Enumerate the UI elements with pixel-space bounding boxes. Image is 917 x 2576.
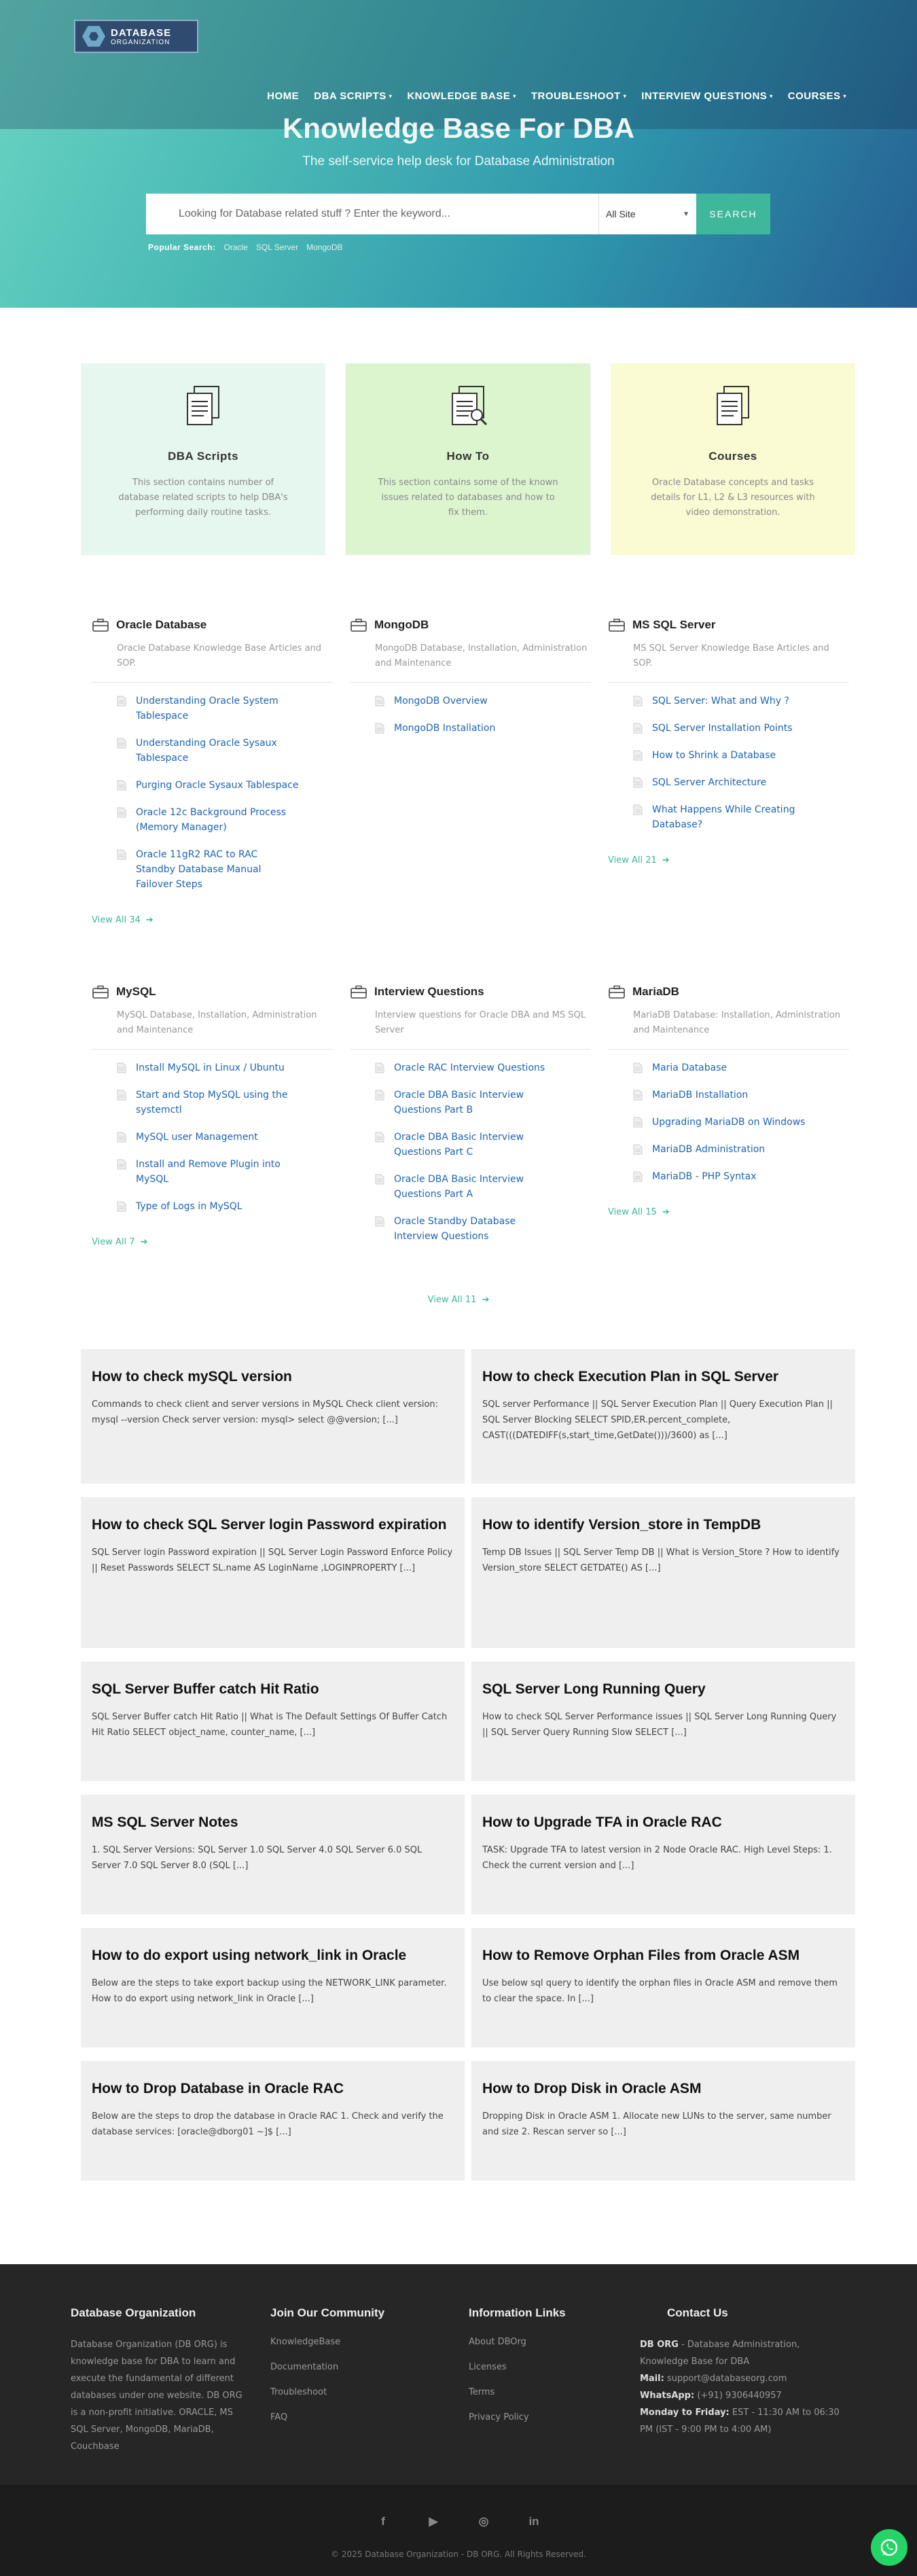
social-links: [0, 2514, 917, 2530]
footer-link[interactable]: FAQ: [270, 2412, 288, 2422]
article-excerpt: Temp DB Issues || SQL Server Temp DB || What is Version_Store ? How to identify Version_store SELECT GETDATE() AS [...]: [482, 1548, 840, 1573]
article-title[interactable]: How to Drop Disk in Oracle ASM: [482, 2081, 702, 2096]
list-item: [117, 1199, 328, 1214]
logo-hexagon-icon: [82, 25, 105, 48]
list-item: [633, 1169, 844, 1184]
article-excerpt: 1. SQL Server Versions: SQL Server 1.0 SQL Server 4.0 SQL Server 6.0 SQL Server 7.0 SQL Server 8.0 (SQL [...]: [92, 1845, 422, 1871]
arrow-right-icon: ➔: [482, 1295, 490, 1305]
search-button[interactable]: SEARCH: [696, 194, 770, 234]
feature-box-dba-scripts[interactable]: [81, 363, 325, 555]
list-item: [633, 1115, 844, 1130]
article-excerpt: Dropping Disk in Oracle ASM 1. Allocate new LUNs to the server, same number and size 2. Rescan server so [...]: [482, 2111, 831, 2137]
article-link[interactable]: Understanding Oracle System Tablespace: [136, 696, 278, 721]
article-link[interactable]: MongoDB Overview: [394, 696, 488, 706]
nav-item-home[interactable]: HOME: [267, 90, 300, 102]
article-title[interactable]: How to Remove Orphan Files from Oracle ASM: [482, 1948, 800, 1963]
article-title[interactable]: SQL Server Buffer catch Hit Ratio: [92, 1681, 319, 1697]
hero-section: [0, 0, 917, 308]
document-icon: [633, 777, 643, 788]
article-title[interactable]: How to Drop Database in Oracle RAC: [92, 2081, 344, 2096]
document-icon: [117, 849, 126, 860]
footer-link[interactable]: Privacy Policy: [469, 2412, 529, 2422]
document-icon: [375, 1090, 384, 1101]
article-link[interactable]: SQL Server Architecture: [652, 777, 767, 788]
article-link[interactable]: SQL Server: What and Why ?: [652, 696, 789, 706]
briefcase-icon: [92, 985, 109, 999]
article-title[interactable]: How to check Execution Plan in SQL Server: [482, 1369, 779, 1384]
search-scope-select[interactable]: [598, 194, 696, 234]
article-title[interactable]: How to Upgrade TFA in Oracle RAC: [482, 1814, 722, 1830]
feature-title: DBA Scripts: [167, 450, 239, 463]
nav-item-dba-scripts[interactable]: DBA SCRIPTS ▾: [314, 90, 393, 102]
category-description: Interview questions for Oracle DBA and MS SQL Server: [350, 1008, 591, 1050]
briefcase-icon: [92, 618, 109, 632]
category-title[interactable]: MySQL: [116, 985, 156, 998]
category-article-list: [608, 694, 844, 832]
footer-link[interactable]: Documentation: [270, 2362, 339, 2372]
document-icon: [633, 804, 643, 815]
list-item: [117, 805, 328, 835]
list-item: [117, 736, 328, 766]
document-icon: [633, 750, 643, 761]
category-description: MongoDB Database, Installation, Administration and Maintenance: [350, 641, 591, 683]
popular-tag[interactable]: Oracle: [223, 243, 248, 252]
footer-bottom: [0, 2485, 917, 2576]
category-article-list: [92, 694, 328, 892]
hero-subtitle: The self-service help desk for Database Administration: [302, 154, 615, 168]
facebook-icon[interactable]: f: [381, 2515, 385, 2528]
footer-contact: [640, 2306, 847, 2438]
document-icon: [633, 723, 643, 734]
article-excerpt: SQL Server login Password expiration || SQL Server Login Password Enforce Policy || Reset Passwords SELECT SL.name AS LoginName ,LOGINPROPERTY [...]: [92, 1548, 453, 1573]
list-item: [117, 1130, 328, 1145]
arrow-right-icon: ➔: [140, 1237, 148, 1247]
nav-item-troubleshoot[interactable]: TROUBLESHOOT ▾: [531, 90, 627, 102]
article-card[interactable]: [81, 1497, 465, 1648]
view-all-link[interactable]: View All 7 ➔: [92, 1237, 148, 1247]
article-excerpt: Below are the steps to take export backup using the NETWORK_LINK parameter. How to do export using network_link in Oracle [...]: [92, 1978, 447, 2004]
document-icon: [117, 807, 126, 818]
hero-title: Knowledge Base For DBA: [282, 112, 635, 144]
article-link[interactable]: Type of Logs in MySQL: [136, 1201, 242, 1212]
view-all-interview-link[interactable]: View All 11 ➔: [427, 1295, 490, 1305]
whatsapp-chat-button[interactable]: [871, 2529, 907, 2566]
article-link[interactable]: Purging Oracle Sysaux Tablespace: [136, 780, 299, 791]
contact-whatsapp[interactable]: WhatsApp: (+91) 9306440957: [640, 2391, 782, 2401]
article-title[interactable]: How to do export using network_link in Oracle: [92, 1948, 407, 1963]
article-card[interactable]: [81, 1662, 465, 1781]
category-interview-questions: [339, 985, 597, 1256]
contact-hours: Monday to Friday: EST - 11:30 AM to 06:30 PM (IST - 9:00 PM to 4:00 AM): [640, 2408, 840, 2435]
footer-link[interactable]: About DBOrg: [469, 2337, 526, 2347]
article-link[interactable]: Upgrading MariaDB on Windows: [652, 1117, 806, 1128]
article-link[interactable]: Oracle Standby Database Interview Questions: [394, 1216, 516, 1242]
article-link[interactable]: Oracle RAC Interview Questions: [394, 1062, 545, 1073]
caret-down-icon: ▾: [389, 93, 393, 99]
feature-title: How To: [446, 450, 490, 463]
article-link[interactable]: Oracle DBA Basic Interview Questions Part C: [394, 1132, 524, 1158]
article-link[interactable]: MariaDB - PHP Syntax: [652, 1171, 757, 1182]
main-nav: [252, 90, 846, 102]
article-excerpt: Commands to check client and server versions in MySQL Check client version: mysql --version Check server version: mysql> select @@version; [...]: [92, 1399, 439, 1425]
article-card[interactable]: [81, 2061, 465, 2181]
footer-about: [71, 2306, 244, 2455]
footer-community: [270, 2306, 447, 2434]
article-title[interactable]: MS SQL Server Notes: [92, 1814, 238, 1830]
copyright: © 2025 Database Organization - DB ORG. All Rights Reserved.: [331, 2550, 586, 2559]
feature-boxes: [81, 363, 855, 555]
footer-community-title: Join Our Community: [270, 2306, 385, 2319]
article-card[interactable]: [471, 1662, 855, 1781]
popular-search: [148, 243, 343, 252]
article-link[interactable]: MySQL user Management: [136, 1132, 258, 1143]
footer-link[interactable]: Terms: [469, 2387, 495, 2397]
arrow-right-icon: ➔: [662, 855, 670, 865]
feature-box-how-to[interactable]: [346, 363, 590, 555]
document-icon: [375, 1174, 384, 1185]
category-mongodb: [339, 618, 597, 925]
document-icon: [375, 1062, 384, 1073]
list-item: [375, 1130, 586, 1160]
article-excerpt: SQL Server Buffer catch Hit Ratio || What is The Default Settings Of Buffer Catch Hit Ratio SELECT object_name, counter_name, [...]: [92, 1712, 448, 1738]
document-icon: [117, 696, 126, 706]
list-item: [117, 1157, 328, 1187]
article-link[interactable]: Maria Database: [652, 1062, 727, 1073]
article-card[interactable]: [81, 1928, 465, 2047]
category-description: MySQL Database, Installation, Administration and Maintenance: [92, 1008, 333, 1050]
category-description: Oracle Database Knowledge Base Articles and SOP.: [92, 641, 333, 683]
footer-link[interactable]: Troubleshoot: [270, 2387, 327, 2397]
document-icon: [633, 1144, 643, 1155]
feature-text: This section contains some of the known issues related to databases and how to fix them.: [378, 478, 558, 518]
article-title[interactable]: SQL Server Long Running Query: [482, 1681, 706, 1697]
footer-community-links: [270, 2333, 447, 2426]
footer: [0, 2264, 917, 2485]
popular-search-label: Popular Search:: [148, 243, 216, 252]
article-link[interactable]: Understanding Oracle Sysaux Tablespace: [136, 738, 277, 764]
article-card[interactable]: [471, 1795, 855, 1914]
footer-contact-title: Contact Us: [667, 2306, 728, 2319]
article-link[interactable]: What Happens While Creating Database?: [652, 804, 795, 830]
category-description: MariaDB Database: Installation, Administration and Maintenance: [608, 1008, 849, 1050]
article-excerpt: TASK: Upgrade TFA to latest version in 2 Node Oracle RAC. High Level Steps: 1. Check the current version and [...]: [482, 1845, 832, 1871]
list-item: [117, 778, 328, 793]
article-excerpt: Use below sql query to identify the orphan files in Oracle ASM and remove them to clear the space. In [...]: [482, 1978, 838, 2004]
article-title[interactable]: How to check SQL Server login Password expiration: [92, 1517, 447, 1533]
article-title[interactable]: How to identify Version_store in TempDB: [482, 1517, 761, 1533]
document-icon: [633, 696, 643, 706]
arrow-right-icon: ➔: [145, 915, 154, 925]
youtube-icon[interactable]: ▶: [429, 2515, 438, 2528]
nav-item-knowledge-base[interactable]: KNOWLEDGE BASE ▾: [407, 90, 516, 102]
category-oracle-database: [81, 618, 339, 925]
category-article-list: [92, 1060, 328, 1214]
caret-down-icon: ▾: [843, 93, 846, 99]
article-excerpt: Below are the steps to drop the database in Oracle RAC 1. Check and verify the database services: [oracle@dborg01 ~]$ [...]: [92, 2111, 444, 2137]
nav-item-interview-questions[interactable]: INTERVIEW QUESTIONS ▾: [641, 90, 773, 102]
documents-icon: [709, 382, 757, 430]
article-card[interactable]: [471, 1497, 855, 1648]
document-icon: [375, 1216, 384, 1227]
list-item: [117, 1088, 328, 1117]
article-link[interactable]: Install MySQL in Linux / Ubuntu: [136, 1062, 285, 1073]
category-title[interactable]: MariaDB: [632, 985, 679, 998]
list-item: [375, 694, 586, 709]
document-icon: [117, 1201, 126, 1212]
list-item: [117, 1060, 328, 1075]
logo-line2: ORGANIZATION: [111, 38, 170, 46]
list-item: [375, 1088, 586, 1117]
document-icon: [633, 1090, 643, 1101]
category-article-list: [350, 1060, 586, 1244]
article-link[interactable]: MariaDB Installation: [652, 1090, 749, 1101]
category-title[interactable]: Oracle Database: [116, 618, 207, 631]
caret-down-icon: ▾: [623, 93, 627, 99]
article-link[interactable]: Install and Remove Plugin into MySQL: [136, 1159, 281, 1185]
search-scope-value: All Site: [606, 209, 636, 219]
category-article-list: [350, 694, 586, 736]
article-link[interactable]: Oracle 11gR2 RAC to RAC Standby Database Manual Failover Steps: [136, 849, 262, 890]
article-card[interactable]: [471, 1928, 855, 2047]
article-card[interactable]: [81, 1349, 465, 1484]
footer-info-title: Information Links: [469, 2306, 566, 2319]
contact-mail[interactable]: Mail: support@databaseorg.com: [640, 2374, 787, 2384]
list-item: [375, 1060, 586, 1075]
whatsapp-icon: [879, 2537, 899, 2558]
caret-down-icon: ▾: [770, 93, 773, 99]
document-search-icon: [444, 382, 492, 430]
logo-line1: DATABASE: [111, 26, 172, 39]
list-item: [375, 1214, 586, 1244]
briefcase-icon: [350, 985, 367, 999]
contact-org: DB ORG - Database Administration, Knowledge Base for DBA: [640, 2340, 800, 2367]
document-icon: [117, 1062, 126, 1073]
briefcase-icon: [350, 618, 367, 632]
document-icon: [117, 780, 126, 791]
list-item: [375, 721, 586, 736]
briefcase-icon: [608, 985, 626, 999]
search-input[interactable]: [146, 194, 598, 234]
list-item: [633, 1142, 844, 1157]
search-bar: [146, 194, 770, 234]
view-all-link[interactable]: View All 21 ➔: [608, 855, 670, 865]
category-row-2: [81, 985, 855, 1256]
document-icon: [117, 1132, 126, 1143]
list-item: [633, 1060, 844, 1075]
caret-down-icon: ▾: [513, 93, 516, 99]
feature-box-courses[interactable]: [611, 363, 855, 555]
document-icon: [117, 1159, 126, 1170]
article-link[interactable]: How to Shrink a Database: [652, 750, 776, 761]
category-row-1: [81, 618, 855, 925]
document-icon: [117, 738, 126, 749]
category-mariadb: [597, 985, 855, 1256]
list-item: [633, 775, 844, 790]
popular-tag[interactable]: MongoDB: [306, 243, 343, 252]
nav-item-courses[interactable]: COURSES ▾: [787, 90, 846, 102]
article-excerpt: How to check SQL Server Performance issues || SQL Server Long Running Query || SQL Server Query Running Slow SELECT [...]: [482, 1712, 837, 1738]
documents-icon: [179, 382, 227, 430]
list-item: [117, 694, 328, 723]
feature-text: Oracle Database concepts and tasks details for L1, L2 & L3 resources with video demonstration.: [651, 478, 815, 518]
list-item: [633, 721, 844, 736]
list-item: [633, 748, 844, 763]
article-link[interactable]: MongoDB Installation: [394, 723, 496, 734]
article-link[interactable]: Oracle DBA Basic Interview Questions Part A: [394, 1174, 524, 1200]
article-card[interactable]: [471, 1349, 855, 1484]
view-all-link[interactable]: View All 15 ➔: [608, 1207, 670, 1217]
feature-title: Courses: [708, 450, 757, 463]
footer-info: [469, 2306, 645, 2434]
article-excerpt: SQL server Performance || SQL Server Execution Plan || Query Execution Plan || SQL Server Blocking SELECT SPID,ER.percent_complete, CAST(((DATEDIFF(s,start_time,GetDate()))/3600) as [...]: [482, 1399, 833, 1441]
list-item: [633, 1088, 844, 1103]
article-link[interactable]: SQL Server Installation Points: [652, 723, 793, 734]
arrow-right-icon: ➔: [662, 1207, 670, 1217]
list-item: [633, 694, 844, 709]
category-title[interactable]: Interview Questions: [374, 985, 484, 998]
article-card[interactable]: [81, 1795, 465, 1914]
instagram-icon[interactable]: ◎: [478, 2515, 489, 2528]
document-icon: [117, 1090, 126, 1101]
footer-info-links: [469, 2333, 645, 2426]
site-logo[interactable]: [74, 20, 198, 53]
category-description: MS SQL Server Knowledge Base Articles and SOP.: [608, 641, 849, 683]
document-icon: [633, 1117, 643, 1128]
list-item: [633, 802, 844, 832]
document-icon: [633, 1062, 643, 1073]
document-icon: [633, 1171, 643, 1182]
document-icon: [375, 723, 384, 734]
category-article-list: [608, 1060, 844, 1184]
briefcase-icon: [608, 618, 626, 632]
article-link[interactable]: Start and Stop MySQL using the systemctl: [136, 1090, 288, 1115]
article-link[interactable]: MariaDB Administration: [652, 1144, 766, 1155]
article-link[interactable]: Oracle 12c Background Process (Memory Manager): [136, 807, 287, 833]
category-mysql: [81, 985, 339, 1256]
article-link[interactable]: Oracle DBA Basic Interview Questions Part B: [394, 1090, 524, 1115]
footer-link[interactable]: Licenses: [469, 2362, 507, 2372]
article-title[interactable]: How to check mySQL version: [92, 1369, 292, 1384]
article-grid: [81, 1349, 855, 2194]
footer-link[interactable]: KnowledgeBase: [270, 2337, 341, 2347]
document-icon: [375, 696, 384, 706]
document-icon: [375, 1132, 384, 1143]
linkedin-icon[interactable]: in: [528, 2515, 539, 2528]
list-item: [375, 1172, 586, 1202]
list-item: [117, 847, 328, 892]
article-card[interactable]: [471, 2061, 855, 2181]
chevron-down-icon: ▼: [683, 210, 689, 218]
category-ms-sql-server: [597, 618, 855, 925]
category-title[interactable]: MS SQL Server: [632, 618, 716, 631]
footer-about-title: Database Organization: [71, 2306, 196, 2319]
popular-tag[interactable]: SQL Server: [255, 243, 299, 252]
feature-text: This section contains number of database related scripts to help DBA's performing daily routine tasks.: [118, 478, 288, 518]
view-all-link[interactable]: View All 34 ➔: [92, 915, 154, 925]
category-title[interactable]: MongoDB: [374, 618, 429, 631]
footer-about-text: Database Organization (DB ORG) is knowledge base for DBA to learn and execute the fundamental of different databases under one website. DB ORG is a non-profit initiative. ORACLE, MS SQL Server, MongoDB, MariaDB, Couchbase: [71, 2340, 242, 2452]
